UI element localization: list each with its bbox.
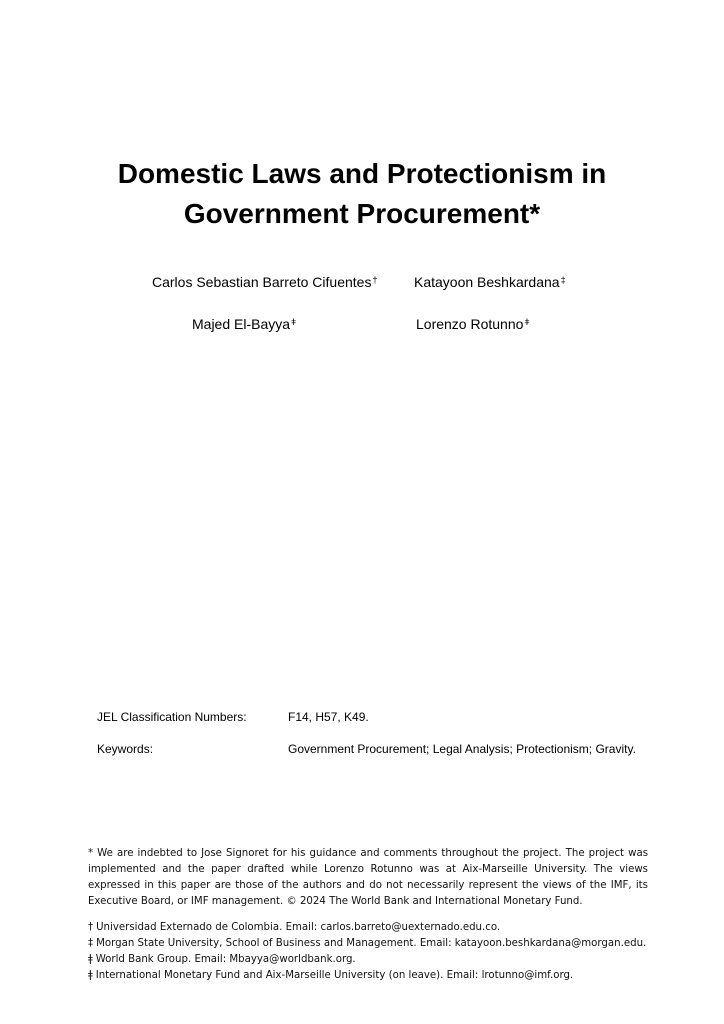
affiliation-footnote (88, 952, 648, 968)
footnotes (88, 846, 648, 984)
jel-value: F14, H57, K49. (288, 710, 369, 724)
affiliation-footnote (88, 920, 648, 936)
author-name: Katayoon Beshkardana (414, 274, 560, 290)
author-affiliation-mark: ǂ (524, 317, 530, 327)
author-affiliation-mark: † (372, 275, 378, 285)
footnote-text: Morgan State University, School of Business and Management. Email: katayoon.beshkardana@morgan.edu. (96, 938, 647, 949)
keywords-value: Government Procurement; Legal Analysis; Protectionism; Gravity. (288, 742, 636, 756)
author-3 (192, 315, 296, 333)
acknowledgement-footnote: * We are indebted to Jose Signoret for his guidance and comments throughout the project. The project was implemented and the paper drafted while Lorenzo Rotunno was at Aix-Marseille University. The views expressed in this paper are those of the authors and do not necessarily represent the views of the IMF, its Executive Board, or IMF management. © 2024 The World Bank and International Monetary Fund. (88, 848, 648, 907)
footnote-mark: ‡ (88, 938, 94, 949)
footnote-text: Universidad Externado de Colombia. Email: carlos.barreto@uexternado.edu.co. (96, 922, 501, 933)
author-affiliation-mark: ǂ (291, 317, 297, 327)
affiliation-footnote (88, 936, 648, 952)
keywords-label: Keywords: (97, 742, 154, 756)
paper-title-line-2: Government Procurement* (183, 198, 541, 229)
author-name: Carlos Sebastian Barreto Cifuentes (152, 274, 372, 290)
affiliation-footnote (88, 968, 648, 984)
jel-label: JEL Classification Numbers: (97, 710, 247, 724)
author-name: Majed El-Bayya (192, 316, 291, 332)
paper-title (40, 154, 684, 234)
author-4 (416, 315, 530, 333)
footnote-text: International Monetary Fund and Aix-Marseille University (on leave). Email: lrotunno@imf.org. (95, 970, 574, 981)
footnote-mark: ǂ (88, 954, 93, 965)
author-2 (414, 273, 566, 291)
author-affiliation-mark: ‡ (560, 275, 566, 285)
author-name: Lorenzo Rotunno (416, 316, 524, 332)
footnote-text: World Bank Group. Email: Mbayya@worldbank.org. (95, 954, 356, 965)
footnote-mark: † (88, 922, 94, 933)
author-1 (152, 273, 377, 291)
paper-title-line-1: Domestic Laws and Protectionism in (117, 158, 607, 189)
footnote-mark: ǂ (88, 970, 93, 981)
